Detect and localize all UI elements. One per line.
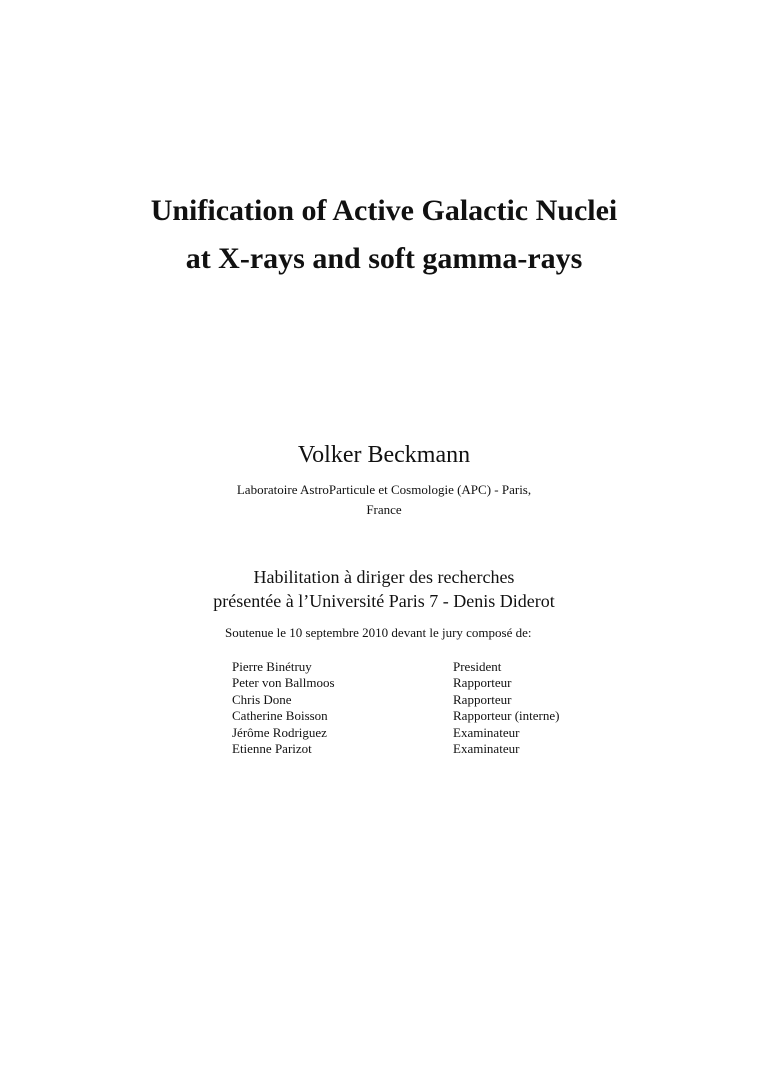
jury-member-name: Peter von Ballmoos [232, 675, 335, 691]
jury-row [232, 708, 592, 724]
jury-row [232, 741, 592, 757]
defense-statement: Soutenue le 10 septembre 2010 devant le jury composé de: [225, 625, 532, 640]
title-line-2: at X-rays and soft gamma-rays [185, 242, 583, 275]
author-name: Volker Beckmann [297, 442, 471, 468]
title-line-1: Unification of Active Galactic Nuclei [150, 194, 618, 227]
jury-member-role: Rapporteur [453, 675, 512, 691]
jury-row [232, 659, 592, 675]
jury-member-role: Examinateur [453, 740, 520, 756]
jury-member-name: Etienne Parizot [232, 740, 312, 756]
habilitation-line-2: présentée à l’Université Paris 7 - Denis Diderot [213, 591, 555, 611]
jury-row [232, 692, 592, 708]
affiliation-line-1: Laboratoire AstroParticule et Cosmologie (APC) - Paris, [236, 482, 532, 497]
jury-row [232, 725, 592, 741]
habilitation-line-1: Habilitation à diriger des recherches [253, 567, 515, 587]
jury-member-role: Rapporteur (interne) [453, 708, 560, 724]
jury-member-role: Examinateur [453, 724, 520, 740]
jury-list [232, 659, 592, 757]
jury-member-role: President [453, 659, 502, 674]
jury-member-role: Rapporteur [453, 691, 512, 707]
jury-member-name: Jérôme Rodriguez [232, 724, 327, 740]
jury-member-name: Catherine Boisson [232, 708, 328, 724]
jury-member-name: Pierre Binétruy [232, 659, 312, 674]
jury-row [232, 675, 592, 691]
jury-member-name: Chris Done [232, 691, 292, 707]
affiliation-line-2: France [366, 502, 402, 517]
